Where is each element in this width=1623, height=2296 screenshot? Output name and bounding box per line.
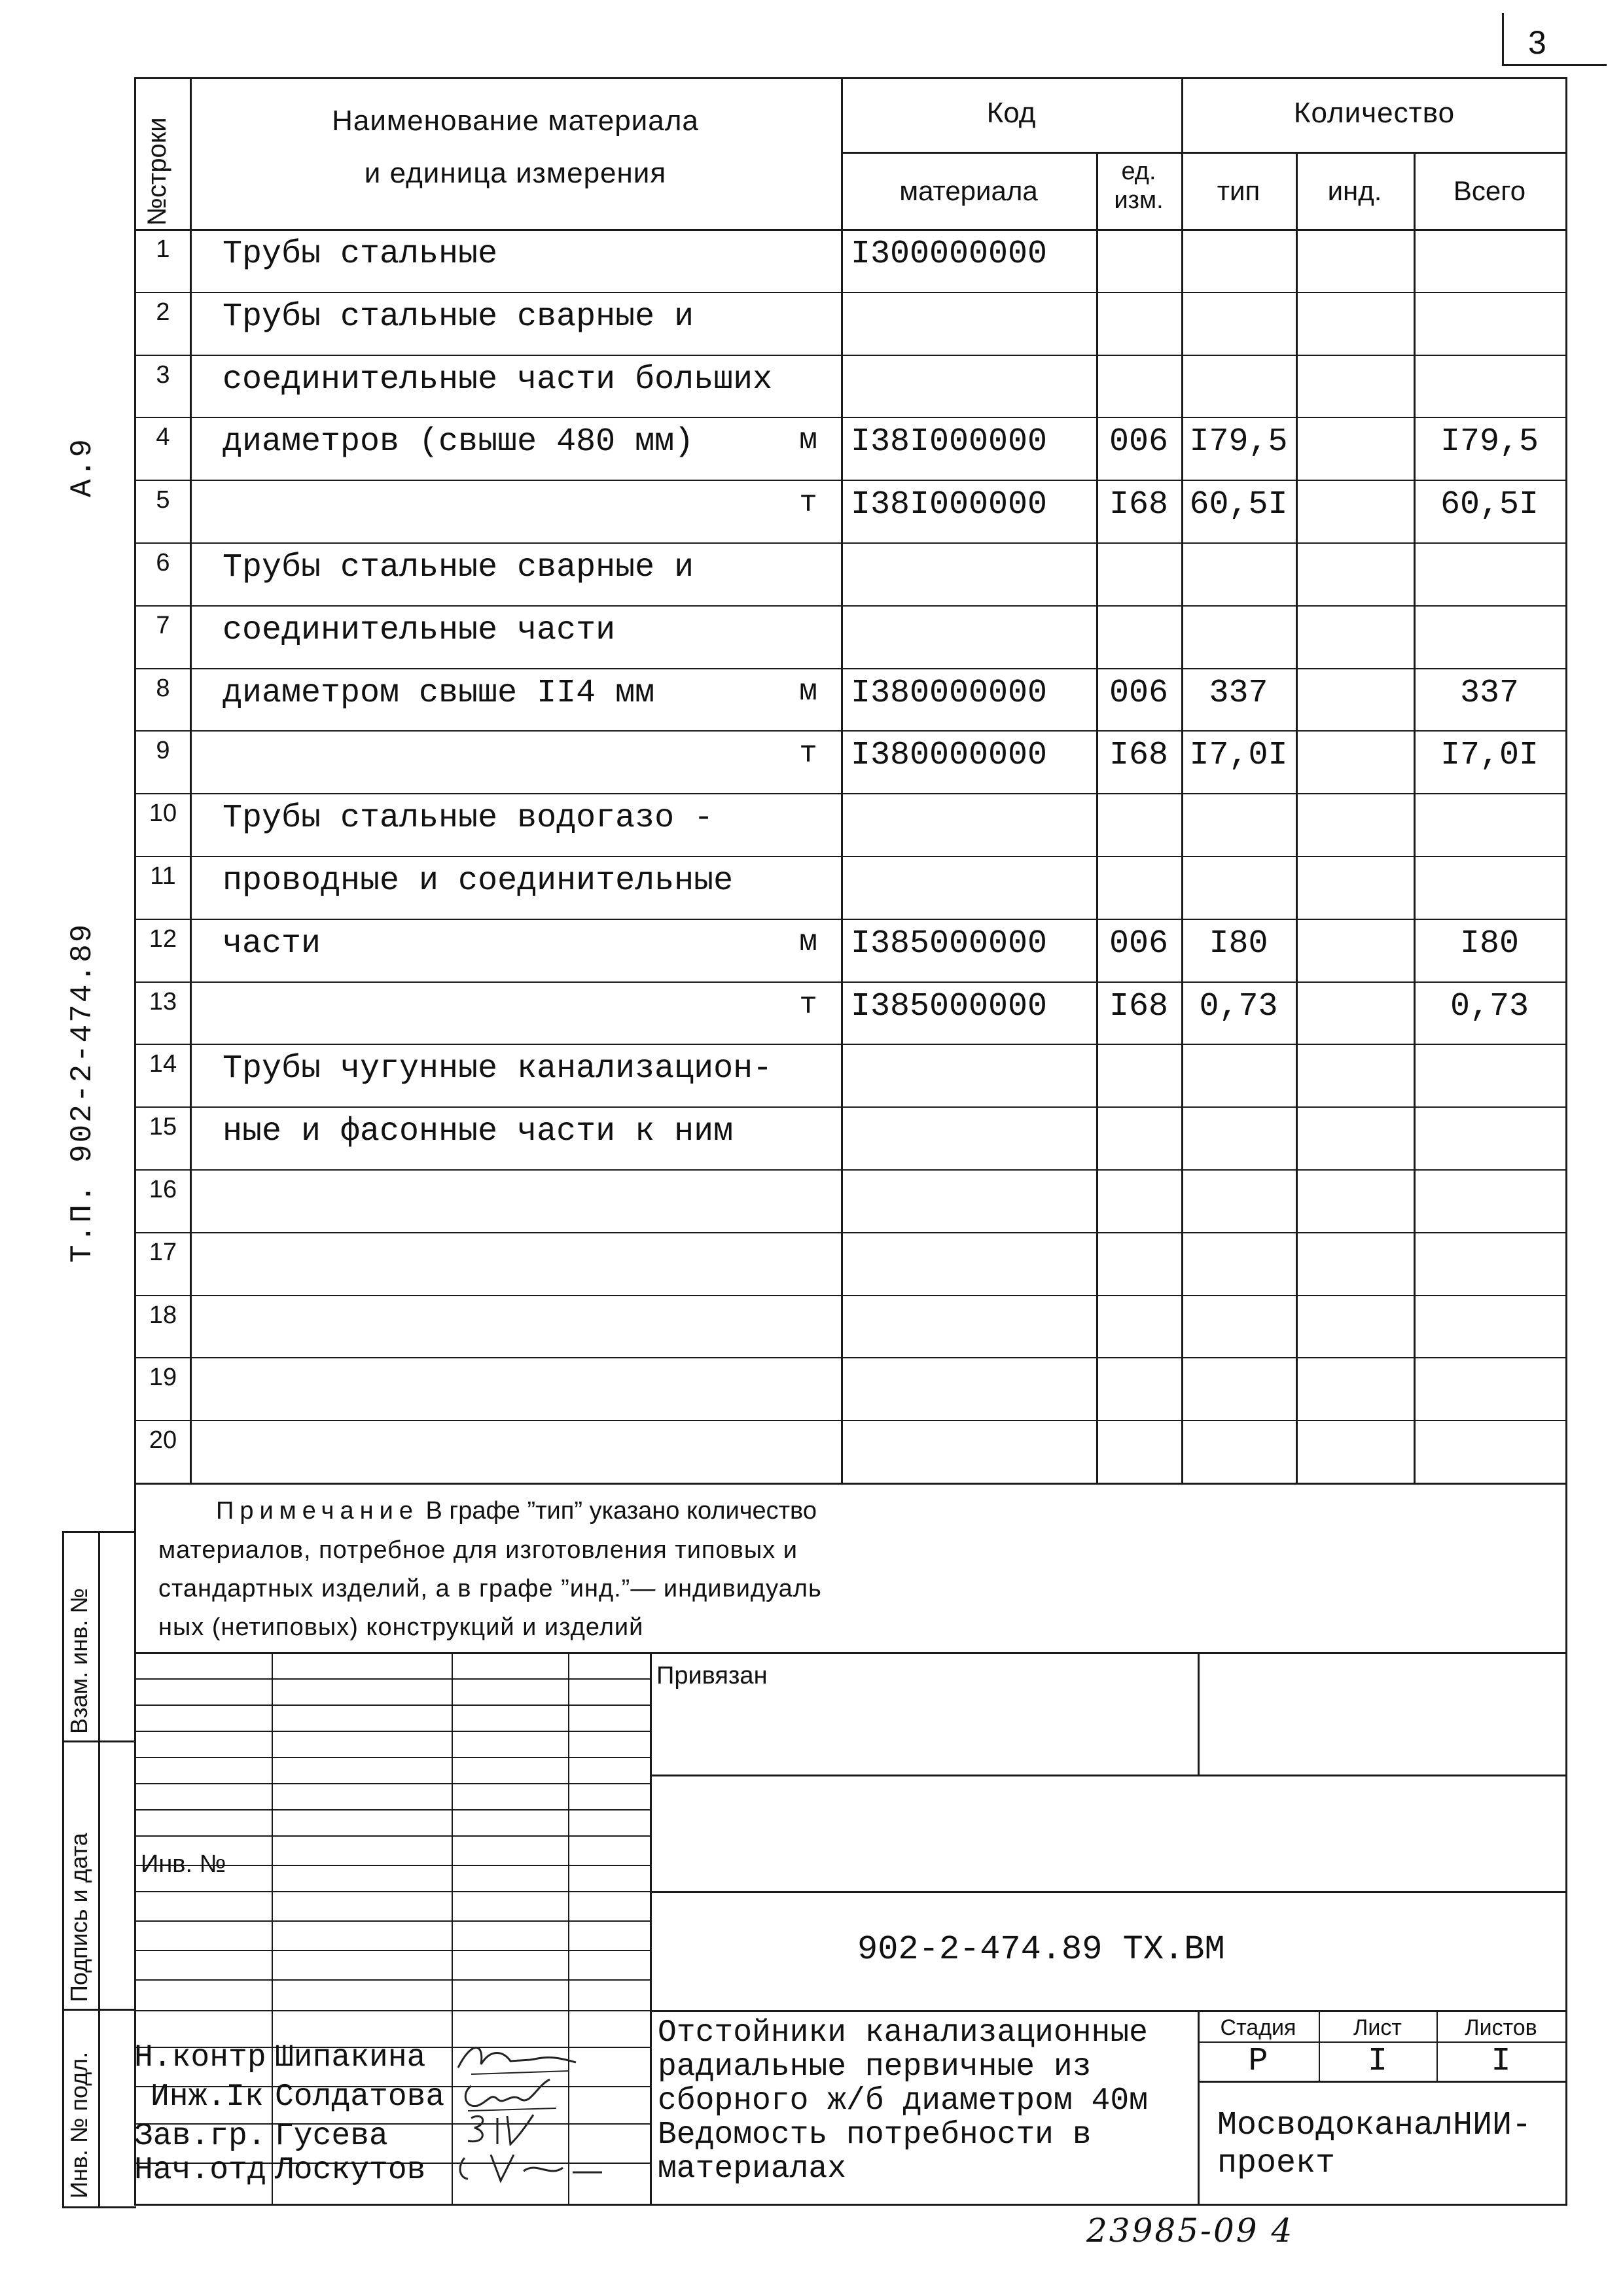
unit-code: I68 [1109,988,1168,1025]
qty-total: 0,73 [1450,988,1529,1025]
row-divider [134,355,1567,356]
row-number: 2 [156,298,170,326]
row-divider [134,542,1567,544]
stamp-org-line2: проект [1217,2145,1336,2182]
material-name: соединительные части больших [223,361,773,398]
note-line2: материалов, потребное для изготовления типовых и [158,1536,798,1564]
signer-name-1: Шипакина [275,2040,426,2075]
material-name: Трубы чугунные канализацион- [223,1050,773,1087]
row-number: 1 [156,236,170,263]
row-divider [134,605,1567,607]
material-code: I38I000000 [851,423,1048,461]
stamp-title-line4: Ведомость потребности в [658,2117,1092,2153]
page-number: 3 [1528,24,1546,61]
row-divider [134,480,1567,481]
stamp-grid-line [134,1678,651,1680]
header-unit-line2: изм. [1114,186,1164,214]
stamp-title-line1: Отстойники канализационные [658,2015,1148,2051]
side-vzam-inv: Взам. инв. № [65,1587,92,1734]
header-code: Код [986,97,1036,129]
table-right-border [1565,77,1567,2204]
stamp-stage-bottom-line [1198,2081,1566,2083]
qty-typ: I80 [1209,925,1268,963]
row-number: 18 [149,1301,177,1329]
stamp-grid-line [134,1835,651,1837]
header-quantity: Количество [1293,97,1455,129]
header-bottom-line [134,229,1567,231]
stamp-line-a [650,1775,1566,1776]
row-number: 9 [156,737,170,764]
header-total: Всего [1453,175,1526,206]
stamp-col2 [452,1652,453,2205]
signer-role-3: Зав.гр. [134,2119,266,2154]
qty-total: I7,0I [1440,737,1539,774]
qty-typ: 0,73 [1199,988,1278,1025]
unit-code: I68 [1109,486,1168,523]
stamp-grid-line [134,1704,651,1706]
qty-total: 337 [1459,675,1519,712]
signer-role-2: Инж.Iк [151,2079,264,2115]
qty-total: I80 [1459,925,1519,963]
header-material: материала [899,175,1038,206]
table-top-border [134,77,1567,79]
header-unit-line1: ед. [1121,158,1156,185]
row-divider [134,1295,1567,1296]
side-doc-code: Т.П. 902-2-474.89 [65,922,99,1263]
material-unit-letter: м [799,423,817,457]
qty-total: 60,5I [1440,486,1539,523]
row-divider [134,1044,1567,1045]
stamp-top-line [134,1652,1567,1654]
stamp-grid-line [134,2010,651,2011]
material-unit-letter: м [799,925,817,959]
side-album-code: А.9 [65,437,99,497]
row-number: 15 [149,1113,177,1140]
unit-code: 006 [1109,675,1168,712]
row-divider [134,1420,1567,1421]
note-top-line [134,1483,1567,1485]
material-code: I300000000 [851,236,1048,273]
signature-loskutov [452,2145,609,2188]
stamp-grid-line [134,1783,651,1784]
row-number: 17 [149,1239,177,1266]
stamp-sheet-value: I [1367,2043,1387,2080]
qty-total: I79,5 [1440,423,1539,461]
note-line4: ных (нетиповых) конструкций и изделий [158,1614,644,1641]
material-unit-letter: м [799,675,817,709]
unit-code: 006 [1109,423,1168,461]
qty-typ: I7,0I [1189,737,1288,774]
stamp-title-line5: материалах [658,2151,847,2187]
stamp-grid-line [134,1809,651,1810]
row-divider [134,1357,1567,1358]
stamp-privyazan: Привязан [656,1662,768,1689]
note-line3: стандартных изделий, а в графе ”инд.”— индивидуаль [158,1575,822,1602]
stamp-inv-no: Инв. № [141,1850,226,1878]
material-code: I38I000000 [851,486,1048,523]
material-code: I380000000 [851,675,1048,712]
stamp-org-line1: МосводоканалНИИ- [1217,2107,1532,2144]
row-number: 10 [149,800,177,827]
qty-typ: 60,5I [1189,486,1288,523]
note-label: Примечание [216,1497,419,1525]
header-mid-line [841,152,1567,154]
row-divider [134,919,1567,920]
stamp-grid-line [134,1920,651,1922]
stamp-grid-line [134,1979,651,1981]
material-name: соединительные части [223,612,616,649]
row-divider [134,1106,1567,1108]
material-name: Трубы стальные [223,236,498,273]
material-code: I385000000 [851,925,1048,963]
material-name: проводные и соединительные [223,862,734,900]
col-sep-typ [1296,152,1298,1483]
row-divider [134,1169,1567,1171]
row-number: 7 [156,612,170,639]
row-divider [134,1232,1567,1233]
header-ind: инд. [1327,175,1382,206]
material-name: Трубы стальные сварные и [223,298,694,336]
stamp-title-line3: сборного ж/б диаметром 40м [658,2083,1148,2119]
signer-role-1: Н.контр [134,2040,266,2075]
stamp-bottom-line [134,2204,1567,2206]
stamp-grid-line [134,1757,651,1758]
side-strip-div2 [62,2009,136,2011]
col-sep-code [1096,152,1098,1483]
row-number: 14 [149,1050,177,1078]
row-divider [134,981,1567,983]
stamp-grid-line [134,1891,651,1892]
col-sep-name [841,77,843,1483]
stamp-sheets-label: Листов [1465,2015,1537,2040]
row-divider [134,793,1567,794]
page-number-divider [1502,13,1504,64]
qty-typ: 337 [1209,675,1268,712]
stamp-sheets-value: I [1491,2043,1511,2080]
qty-typ: I79,5 [1189,423,1288,461]
row-divider [134,730,1567,732]
side-strip-bottom [62,2206,136,2208]
row-number: 5 [156,486,170,514]
stamp-line-c [650,2010,1566,2012]
material-name: Трубы стальные сварные и [223,549,694,586]
signer-name-2: Солдатова [275,2079,445,2115]
header-name-line2: и единица измерения [364,157,667,189]
row-number: 16 [149,1176,177,1203]
stamp-sheet-label: Лист [1353,2015,1402,2040]
material-unit-letter: т [799,737,817,771]
material-code: I380000000 [851,737,1048,774]
col-sep-unit [1181,77,1183,1483]
row-divider [134,292,1567,293]
material-name: ные и фасонные части к ним [223,1113,734,1150]
header-typ: тип [1217,175,1260,206]
header-name-line1: Наименование материала [332,105,699,137]
col-sep-ind [1414,152,1416,1483]
side-strip-left [62,1531,64,2206]
row-divider [134,668,1567,669]
material-unit-letter: т [799,486,817,520]
material-name: части [223,925,321,963]
signer-name-3: Гусева [275,2119,388,2154]
side-strip-mid [98,1531,100,2206]
row-divider [134,856,1567,857]
row-number: 19 [149,1364,177,1391]
signer-role-4: Нач.отд [134,2153,266,2188]
header-row-number: №строки [143,117,171,226]
row-number: 4 [156,423,170,451]
signer-name-4: Лоскутов [275,2153,426,2188]
row-number: 20 [149,1426,177,1454]
material-code: I385000000 [851,988,1048,1025]
side-strip-div1 [62,1740,136,1742]
row-divider [134,417,1567,418]
stamp-col4 [650,1652,652,2205]
material-name: Трубы стальные водогазо - [223,800,714,837]
material-unit-letter: т [799,988,817,1022]
material-name: диаметров (свыше 480 мм) [223,423,694,461]
note-line1-text: В графе ”тип” указано количество [418,1497,817,1525]
stamp-grid-line [134,1731,651,1732]
stamp-stage-label: Стадия [1220,2015,1296,2040]
row-number: 6 [156,549,170,576]
stamp-col3 [568,1652,569,2205]
col-sep-rowno [190,77,192,1483]
stamp-doc-code: 902-2-474.89 ТХ.ВМ [857,1930,1225,1969]
row-number: 3 [156,361,170,389]
stamp-grid-line [134,1950,651,1951]
row-number: 13 [149,988,177,1016]
side-inv-podl: Инв. № подл. [65,2051,92,2199]
side-signature-date: Подпись и дата [65,1833,92,2002]
stamp-line-b [650,1891,1566,1893]
footer-archive-number: 23985-09 4 [1086,2212,1294,2250]
note-line1 [216,1497,817,1525]
row-number: 11 [150,862,176,890]
material-name: диаметром свыше II4 мм [223,675,655,712]
stamp-privyazan-sep [1198,1652,1200,1775]
row-number: 12 [149,925,177,953]
unit-code: 006 [1109,925,1168,963]
page-number-underline [1502,64,1607,66]
unit-code: I68 [1109,737,1168,774]
stamp-title-line2: радиальные первичные из [658,2049,1092,2085]
row-number: 8 [156,675,170,702]
stamp-col1 [272,1652,273,2205]
stamp-stage-value: Р [1248,2043,1268,2080]
